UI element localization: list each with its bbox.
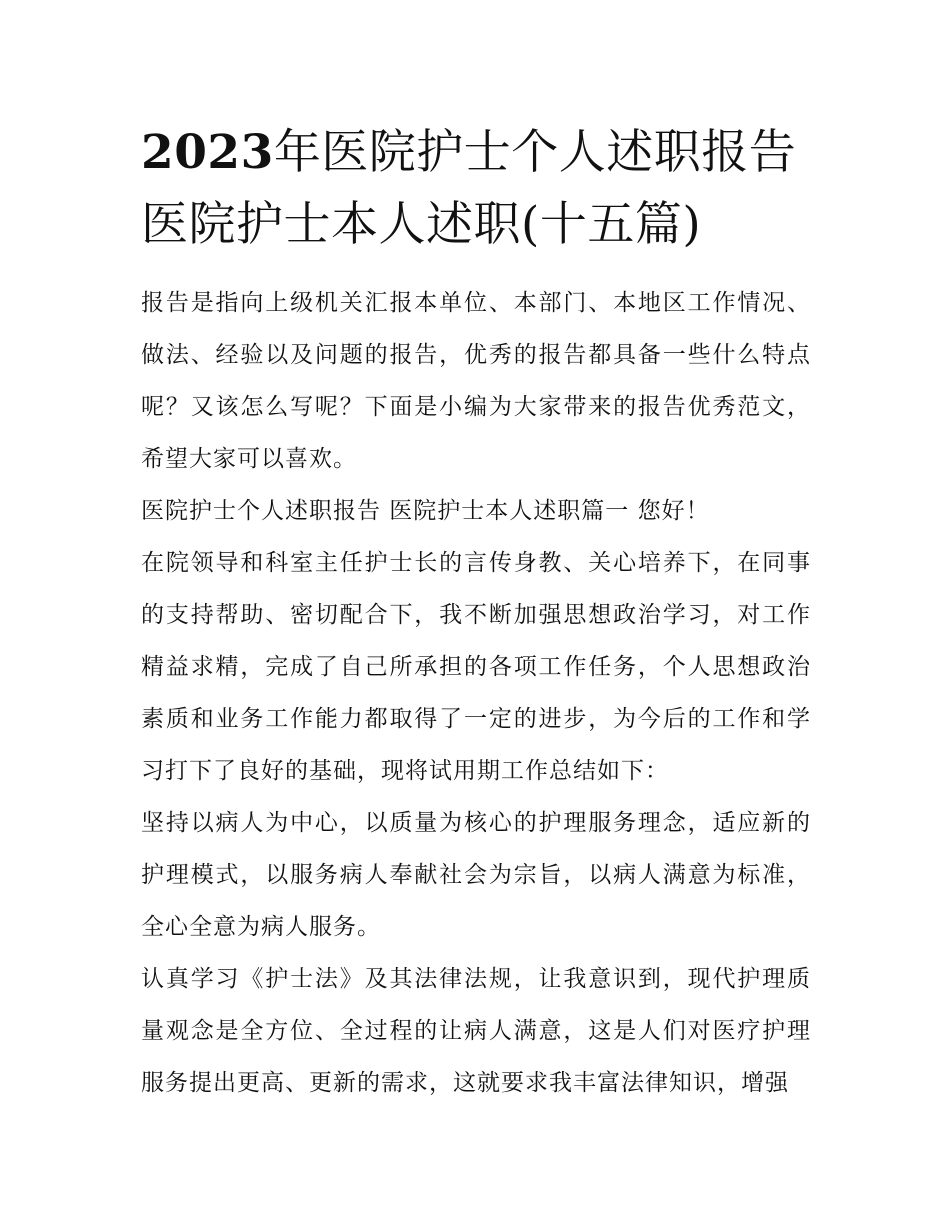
paragraph-heading: 医院护士个人述职报告 医院护士本人述职篇一 您好！	[141, 498, 710, 524]
document-content	[141, 117, 811, 1109]
title-text: 年医院护士个人述职报告医院护士本人述职(十五篇)	[141, 125, 797, 252]
paragraph-summary: 在院领导和科室主任护士长的言传身教、关心培养下，在同事的支持帮助、密切配合下，我不断加强思想政治学习，对工作精益求精，完成了自己所承担的各项工作任务，个人思想政治素质和业务工作能力都取得了一定的进步，为今后的工作和学习打下了良好的基础，现将试用期工作总结如下：	[141, 550, 811, 784]
paragraph-service: 坚持以病人为中心，以质量为核心的护理服务理念，适应新的护理模式，以服务病人奉献社会为宗旨，以病人满意为标准，全心全意为病人服务。	[141, 810, 811, 940]
paragraph-intro: 报告是指向上级机关汇报本单位、本部门、本地区工作情况、做法、经验以及问题的报告，优秀的报告都具备一些什么特点呢？又该怎么写呢？下面是小编为大家带来的报告优秀范文，希望大家可以喜欢。	[141, 290, 811, 472]
title-year: 2023	[141, 125, 274, 180]
document-body	[141, 277, 811, 1109]
paragraph-law: 认真学习《护士法》及其法律法规，让我意识到，现代护理质量观念是全方位、全过程的让病人满意，这是人们对医疗护理服务提出更高、更新的需求，这就要求我丰富法律知识，增强	[141, 966, 811, 1096]
document-title	[141, 117, 811, 261]
